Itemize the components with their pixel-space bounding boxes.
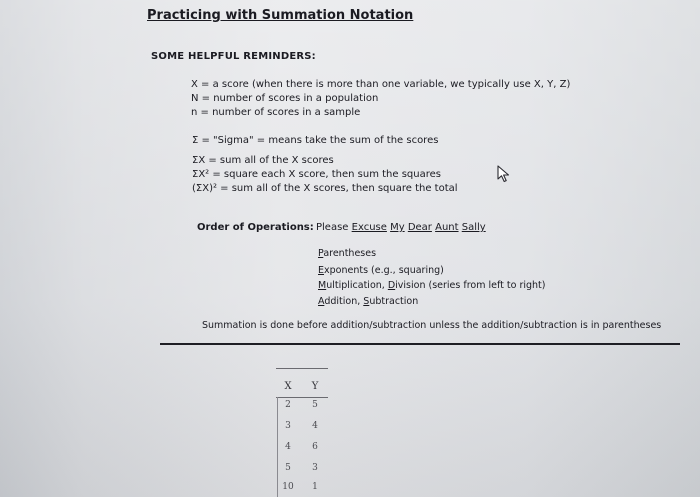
mnemonic-word: My bbox=[390, 222, 405, 233]
table-top-rule bbox=[276, 368, 328, 369]
reminders-heading: SOME HELPFUL REMINDERS: bbox=[151, 51, 316, 62]
mnemonic-word: Aunt bbox=[435, 222, 459, 233]
table-cell: 5 bbox=[285, 463, 291, 473]
table-header-y: Y bbox=[311, 381, 319, 392]
definition-n: n = number of scores in a sample bbox=[191, 107, 361, 118]
table-header-x: X bbox=[284, 381, 292, 392]
summation-note: Summation is done before addition/subtraction unless the addition/subtraction is in parentheses bbox=[202, 320, 662, 331]
mnemonic-word: Dear bbox=[407, 222, 432, 233]
section-divider bbox=[160, 343, 680, 345]
definition-sum-squared: (ΣX)² = sum all of the X scores, then square the total bbox=[192, 183, 458, 194]
mnemonic-word: Excuse bbox=[351, 222, 387, 233]
table-cell: 6 bbox=[312, 442, 318, 452]
mnemonic-word: Sally bbox=[461, 222, 486, 233]
mnemonic-word: Please bbox=[316, 222, 349, 233]
definition-N: N = number of scores in a population bbox=[191, 93, 379, 104]
operation-parentheses: Parentheses bbox=[318, 248, 377, 259]
operation-multiplication-division: Multiplication, Division (series from left to right) bbox=[318, 280, 546, 291]
table-cell: 10 bbox=[282, 482, 294, 492]
mouse-cursor-icon bbox=[497, 165, 511, 183]
operation-addition-subtraction: Addition, Subtraction bbox=[318, 296, 419, 307]
table-header-rule bbox=[276, 397, 328, 398]
page-title: Practicing with Summation Notation bbox=[147, 8, 414, 23]
table-cell: 3 bbox=[312, 463, 318, 473]
table-cell: 4 bbox=[285, 442, 291, 452]
definition-x: X = a score (when there is more than one variable, we typically use X, Y, Z) bbox=[191, 79, 571, 90]
table-cell: 1 bbox=[312, 482, 318, 492]
data-table bbox=[272, 368, 330, 497]
mnemonic bbox=[316, 222, 486, 233]
table-cell: 3 bbox=[285, 421, 291, 431]
table-cell: 4 bbox=[312, 421, 318, 431]
operation-exponents: Exponents (e.g., squaring) bbox=[318, 265, 444, 276]
table-cell: 2 bbox=[285, 400, 291, 410]
definition-sum-x-squared: ΣX² = square each X score, then sum the squares bbox=[192, 169, 441, 180]
definition-sum-x: ΣX = sum all of the X scores bbox=[192, 155, 334, 166]
table-cell: 5 bbox=[312, 400, 318, 410]
definition-sigma: Σ = "Sigma" = means take the sum of the scores bbox=[192, 135, 439, 146]
order-of-operations-label: Order of Operations: bbox=[197, 222, 314, 233]
